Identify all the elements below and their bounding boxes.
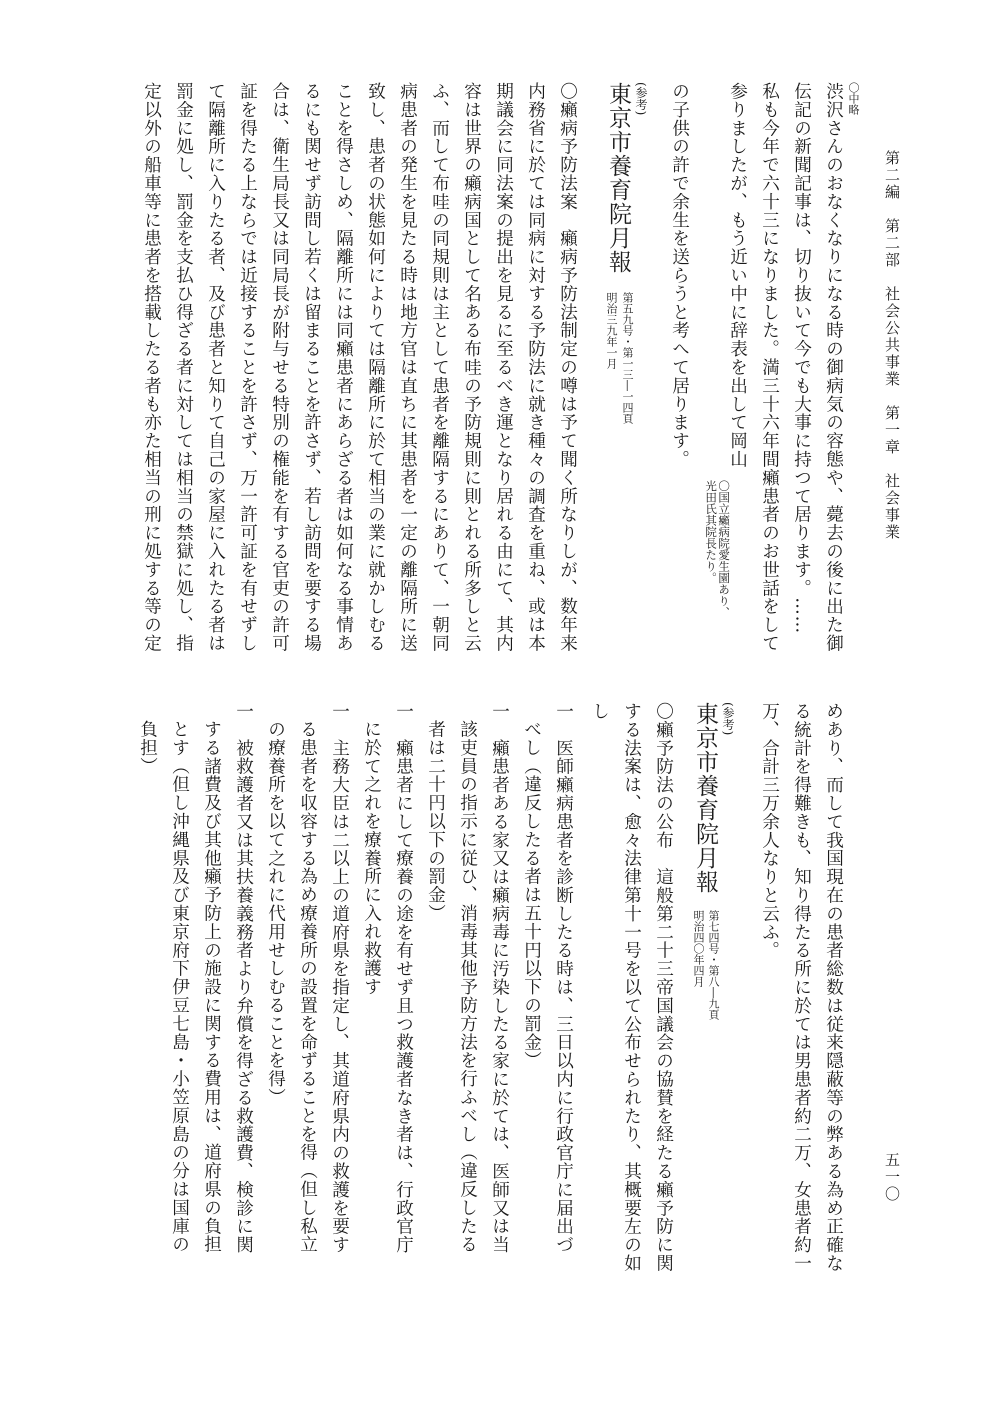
text-line: 〇癩病予防法案 癩病予防法制定の噂は予て聞く所なりしが、数年来 [557, 82, 578, 653]
list-item-continuation: する諸費及び其他癩予防上の施設に関する費用は、道府県の負担 [201, 720, 222, 1254]
list-item: 一 主務大臣は二以上の道府県を指定し、其道府県内の救護を要す [329, 702, 350, 1254]
source-title: 東京市養育院月報 [692, 702, 718, 894]
text-line: 期議会に同法案の提出を見るに至るべき運となり居れる由にて、其内 [493, 82, 514, 653]
text-line: て隔離所に入りたる者、及び患者と知りて自己の家屋に入れたる者は [205, 82, 226, 653]
text-line: 私も今年で六十三になりました。満三十六年間癩患者のお世話をして [759, 82, 780, 653]
text-line: 内務省に於ては同病に対する予防法に就き種々の調査を重ね、或は本 [525, 82, 546, 653]
list-item-continuation: べし（違反したる者は五十円以下の罰金） [521, 720, 542, 1070]
text-line: 伝記の新聞記事は、切り抜いて今でも大事に持つて居ります。…… [791, 82, 812, 634]
list-item-continuation: 者は二十円以下の罰金） [425, 720, 446, 923]
list-item: 一 被救護者又は其扶養義務者より弁償を得ざる救護費、検診に関 [233, 702, 254, 1254]
text-line: 証を得たる上ならでは近接することを許さず、万一許可証を有せずし [237, 82, 258, 653]
list-item: 一 癩患者にして療養の途を有せず且つ救護者なき者は、行政官庁 [393, 702, 414, 1254]
text-line: する法案は、愈々法律第十一号を以て公布せられたり、其概要左の如 [621, 702, 642, 1273]
list-item: 一 癩患者ある家又は癩病毒に汚染したる家に於ては、医師又は当 [489, 702, 510, 1254]
source-issue: 第五九号・第一三―一四頁 [621, 292, 634, 424]
text-line: ことを得さしめ、隔離所には同癩患者にあらざる者は如何なる事情あ [333, 82, 354, 653]
source-date: 明治三九年一月 [605, 292, 618, 369]
source-issue: 第七四号・第八―九頁 [707, 910, 720, 1020]
text-line: 参りましたが、もう近い中に辞表を出して岡山 [727, 82, 748, 469]
text-line: 合は、衛生局長又は同局長が附与せる特別の権能を有する官吏の許可 [269, 82, 290, 653]
inline-note-line: 光田氏其院長たり。 [704, 480, 719, 584]
list-item-continuation: の療養所を以て之れに代用せしむることを得） [265, 720, 286, 1107]
text-line: るにも関せず訪問し若くは留まることを許さず、若し訪問を要する場 [301, 82, 322, 653]
text-line: 病患者の発生を見たる時は地方官は直ちに其患者を一定の離隔所に送 [397, 82, 418, 653]
inline-note [718, 480, 730, 618]
text-line: 罰金に処し、罰金を支払ひ得ざる者に対しては相当の禁獄に処し、指 [173, 82, 194, 653]
list-item-continuation: とす（但し沖縄県及び東京府下伊豆七島・小笠原島の分は国庫の [169, 720, 190, 1254]
text-line: 万、合計三万余人なりと云ふ。 [759, 702, 780, 960]
list-item-continuation: 該吏員の指示に従ひ、消毒其他予防方法を行ふべし（違反したる [457, 720, 478, 1254]
text-line: る統計を得難きも、知り得たる所に於ては男患者約二万、女患者約一 [791, 702, 812, 1273]
text-line: の子供の許で余生を送らうと考へて居ります。 [669, 82, 690, 469]
source-date: 明治四〇年四月 [692, 910, 705, 987]
text-line: し [589, 702, 610, 721]
reference-tag: (参考) [634, 82, 648, 116]
text-line: ふ、而して布哇の同規則は主として患者を離隔するにありて、一朝同 [429, 82, 450, 653]
text-line: 〇癩予防法の公布 這般第二十三帝国議会の協賛を経たる癩予防に関 [653, 702, 674, 1273]
text-line: 定以外の船車等に患者を搭載したる者も亦た相当の刑に処する等の定 [141, 82, 162, 653]
omission-mark: 〇中略 [847, 82, 860, 115]
text-line: 渋沢さんのおなくなりになる時の御病気の容態や、薨去の後に出た御 [823, 82, 844, 653]
source-title: 東京市養育院月報 [605, 82, 631, 274]
page-number: 五一〇 [883, 1152, 901, 1203]
list-item: 一 医師癩病患者を診断したる時は、三日以内に行政官庁に届出づ [553, 702, 574, 1254]
text-line: 容は世界の癩病国として名ある布哇の予防規則に則とれる所多しと云 [461, 82, 482, 653]
text-line: 致し、患者の状態如何によりては隔離所に於て相当の業に就かしむる [365, 82, 386, 653]
reference-tag: (参考) [721, 702, 735, 736]
list-item-continuation: 負担） [137, 720, 158, 776]
inline-note-line: 〇国立癩病院愛生園あり、 [717, 480, 732, 618]
list-item-continuation: に於て之れを療養所に入れ救護す [361, 720, 382, 996]
text-line: めあり、而して我国現在の患者総数は従来隠蔽等の弊ある為め正確な [823, 702, 844, 1273]
list-item-continuation: る患者を収容する為め療養所の設置を命ずることを得（但し私立 [297, 720, 318, 1254]
running-header: 第二編 第二部 社会公共事業 第一章 社会事業 [883, 150, 901, 541]
